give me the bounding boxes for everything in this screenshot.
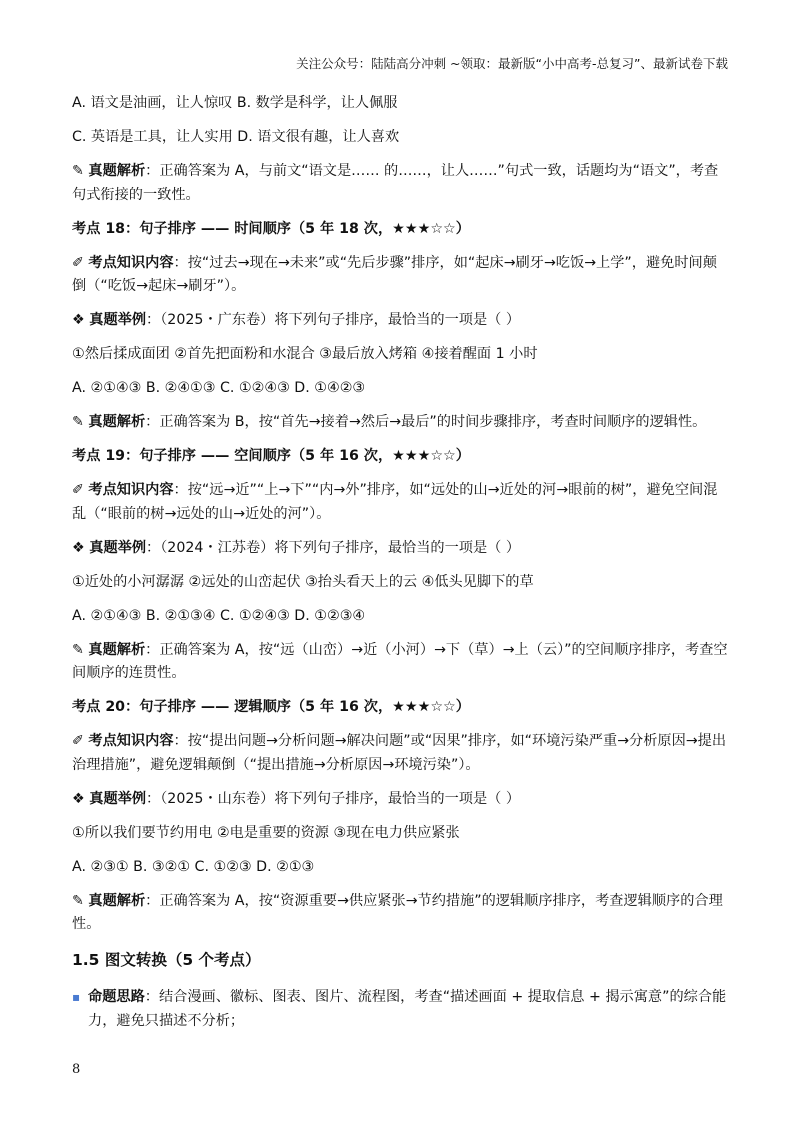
kp19-title: 考点 19：句子排序 —— 空间顺序（5 年 16 次，★★★☆☆） [72,448,470,464]
kp20-sentences: ①所以我们要节约用电 ②电是重要的资源 ③现在电力供应紧张 [72,824,460,841]
knowledge-label: 考点知识内容 [88,733,174,749]
example-label: 真题举例 [89,790,147,807]
example-text: ：（2024・江苏卷）将下列句子排序，最恰当的一项是（ ） [146,539,521,556]
pencil-icon: ✎ [72,641,84,658]
bullet-icon: ▪ [72,990,81,1004]
analysis-text: ：正确答案为 A，按“远（山峦）→近（小河）→下（草）→上（云）”的空间顺序排序，考查空间顺序的连贯性。 [72,641,728,681]
example-label: 真题举例 [89,539,147,556]
kp19-example [72,537,728,561]
diamond-icon: ❖ [72,539,85,556]
kp18-title: 考点 18：句子排序 —— 时间顺序（5 年 18 次，★★★☆☆） [72,220,470,237]
analysis-label: 真题解析 [88,892,146,909]
kp18-knowledge [72,252,728,299]
pen-icon: ✐ [72,733,84,749]
kp18-analysis [72,411,728,435]
example-label: 真题举例 [89,312,147,328]
bullet-label: 命题思路 [88,989,145,1005]
analysis-text: ：正确答案为 A，按“资源重要→供应紧张→节约措施”的逻辑顺序排序，考查逻辑顺序的合理性。 [72,892,723,932]
knowledge-text: ：按“远→近”“上→下”“内→外”排序，如“远处的山→近处的河→眼前的树”，避免空间混乱（“眼前的树→远处的山→近处的河”）。 [72,482,718,522]
analysis-text: ：正确答案为 A，与前文“语文是…… 的……，让人……”句式一致，话题均为“语文”，考查句式衔接的一致性。 [72,163,719,203]
knowledge-label: 考点知识内容 [88,254,174,271]
analysis-label: 真题解析 [88,641,146,658]
intro-options-cd: C. 英语是工具，让人实用 D. 语文很有趣，让人喜欢 [72,129,400,145]
kp18-options: A. ②①④③ B. ②④①③ C. ①②④③ D. ①④②③ [72,380,366,396]
page-header: 关注公众号：陆陆高分冲刺 ~领取：最新版“小中高考-总复习”、最新试卷下载 [296,56,728,71]
analysis-label: 真题解析 [88,163,146,179]
intro-analysis [72,160,728,207]
kp18-example [72,309,728,333]
knowledge-label: 考点知识内容 [88,482,174,498]
kp19-sentences: ①近处的小河潺潺 ②远处的山峦起伏 ③抬头看天上的云 ④低头见脚下的草 [72,573,534,590]
section-1-5-bullet [72,986,728,1033]
knowledge-text: ：按“过去→现在→未来”或“先后步骤”排序，如“起床→刷牙→吃饭→上学”，避免时间颠倒（“吃饭→起床→刷牙”）。 [72,254,717,294]
kp20-knowledge [72,730,728,777]
pen-icon: ✐ [72,254,84,271]
kp20-analysis [72,890,728,937]
kp19-options: A. ②①④③ B. ②①③④ C. ①②④③ D. ①②③④ [72,607,366,624]
knowledge-text: ：按“提出问题→分析问题→解决问题”或“因果”排序，如“环境污染严重→分析原因→提出治理措施”，避免逻辑颠倒（“提出措施→分析原因→环境污染”）。 [72,733,727,773]
kp19-knowledge [72,479,728,526]
bullet-text: ：结合漫画、徽标、图表、图片、流程图，考查“描述画面 + 提取信息 + 揭示寓意”的综合能力，避免只描述不分析； [88,989,727,1029]
intro-options-ab: A. 语文是油画，让人惊叹 B. 数学是科学，让人佩服 [72,95,398,111]
diamond-icon: ❖ [72,312,85,328]
page-content [72,92,728,1033]
example-text: ：（2025・广东卷）将下列句子排序，最恰当的一项是（ ） [146,312,521,328]
kp18-sentences: ①然后揉成面团 ②首先把面粉和水混合 ③最后放入烤箱 ④接着醒面 1 小时 [72,346,538,362]
section-1-5-title: 1.5 图文转换（5 个考点） [72,950,261,969]
analysis-text: ：正确答案为 B，按“首先→接着→然后→最后”的时间步骤排序，考查时间顺序的逻辑性。 [145,414,707,430]
page-number: 8 [72,1062,81,1077]
diamond-icon: ❖ [72,790,85,807]
pen-icon: ✐ [72,482,84,498]
kp20-options: A. ②③① B. ③②① C. ①②③ D. ②①③ [72,858,315,875]
pencil-icon: ✎ [72,163,84,179]
kp20-example [72,788,728,812]
pencil-icon: ✎ [72,892,84,909]
kp20-title: 考点 20：句子排序 —— 逻辑顺序（5 年 16 次，★★★☆☆） [72,699,470,715]
pencil-icon: ✎ [72,414,84,430]
analysis-label: 真题解析 [88,414,146,430]
example-text: ：（2025・山东卷）将下列句子排序，最恰当的一项是（ ） [146,790,521,807]
kp19-analysis [72,639,728,686]
